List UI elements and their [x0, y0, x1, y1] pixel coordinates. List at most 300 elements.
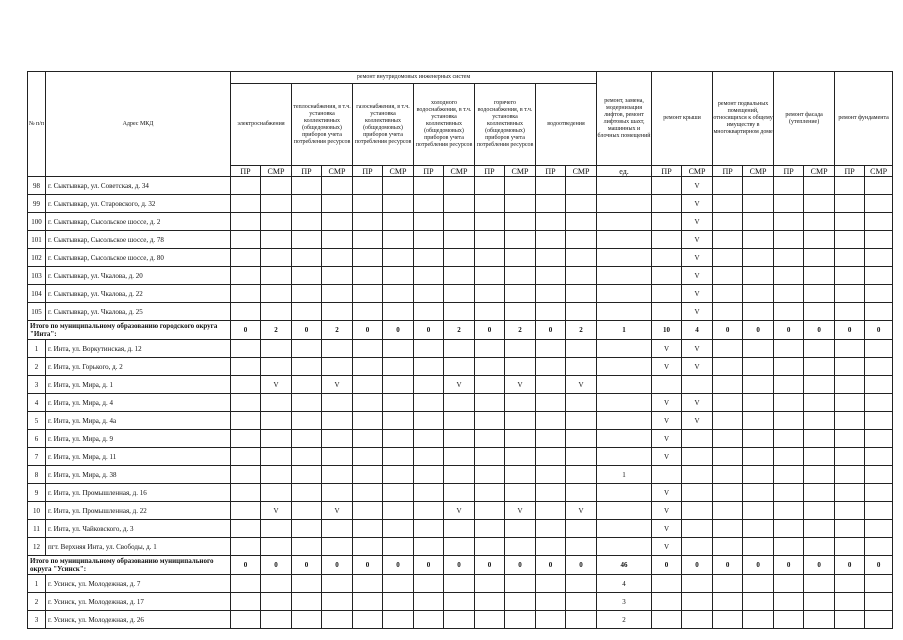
table-cell [475, 394, 505, 412]
table-cell [743, 303, 774, 321]
row-number: 1 [28, 340, 46, 358]
table-cell [292, 267, 322, 285]
table-cell [231, 177, 261, 195]
table-cell [383, 502, 414, 520]
table-cell [383, 466, 414, 484]
table-cell: V [261, 376, 292, 394]
table-cell [261, 358, 292, 376]
table-cell [865, 520, 893, 538]
table-cell [536, 213, 566, 231]
table-cell [353, 466, 383, 484]
header-hot-water: горячего водоснабжения, в т.ч. установка коллективных (общедомовых) приборов учета потребления ресурсов [475, 84, 536, 166]
table-cell [682, 448, 713, 466]
table-cell [682, 611, 713, 629]
row-address: г. Инта, ул. Промышленная, д. 22 [46, 502, 231, 520]
table-cell [414, 267, 444, 285]
total-cell: 2 [505, 321, 536, 340]
table-cell [322, 340, 353, 358]
table-cell [804, 303, 835, 321]
header-pr: ПР [536, 166, 566, 177]
table-cell [322, 358, 353, 376]
table-cell [505, 611, 536, 629]
table-cell [353, 177, 383, 195]
header-number: № п/п [28, 72, 46, 177]
table-row [28, 466, 893, 484]
table-cell [566, 520, 597, 538]
header-pr: ПР [231, 166, 261, 177]
row-number: 103 [28, 267, 46, 285]
table-cell [292, 502, 322, 520]
table-cell [444, 303, 475, 321]
table-cell [231, 575, 261, 593]
row-address: г. Инта, ул. Воркутинская, д. 12 [46, 340, 231, 358]
table-cell [536, 484, 566, 502]
table-cell [353, 520, 383, 538]
table-cell [835, 502, 865, 520]
table-cell [597, 340, 652, 358]
row-address: г. Инта, ул. Мира, д. 11 [46, 448, 231, 466]
table-cell [322, 466, 353, 484]
table-cell [475, 538, 505, 556]
table-cell [475, 412, 505, 430]
table-cell [505, 593, 536, 611]
table-cell [597, 177, 652, 195]
table-cell [231, 303, 261, 321]
header-smr: СМР [682, 166, 713, 177]
row-address: г. Инта, ул. Горького, д. 2 [46, 358, 231, 376]
row-number: 7 [28, 448, 46, 466]
table-cell [414, 430, 444, 448]
table-cell [835, 593, 865, 611]
table-cell [536, 448, 566, 466]
row-address: г. Сыктывкар, ул. Старовского, д. 32 [46, 195, 231, 213]
table-cell [475, 340, 505, 358]
table-cell [682, 520, 713, 538]
table-cell [353, 358, 383, 376]
table-cell [865, 267, 893, 285]
row-address: г. Сыктывкар, ул. Чкалова, д. 25 [46, 303, 231, 321]
total-cell: 0 [566, 556, 597, 575]
table-cell [713, 231, 743, 249]
table-cell: V [652, 394, 682, 412]
total-cell: 0 [322, 556, 353, 575]
table-cell [536, 195, 566, 213]
table-cell [536, 376, 566, 394]
table-cell [804, 430, 835, 448]
table-cell [444, 575, 475, 593]
table-cell [383, 303, 414, 321]
total-cell: 46 [597, 556, 652, 575]
row-number: 11 [28, 520, 46, 538]
table-cell [261, 213, 292, 231]
total-cell: 0 [383, 556, 414, 575]
table-cell [444, 412, 475, 430]
table-cell [743, 394, 774, 412]
table-cell: V [682, 267, 713, 285]
table-cell [774, 195, 804, 213]
table-cell [261, 303, 292, 321]
table-cell [536, 303, 566, 321]
table-cell [353, 448, 383, 466]
table-cell [475, 177, 505, 195]
header-internal-systems: ремонт внутридомовых инженерных систем [231, 72, 597, 84]
total-cell: 0 [414, 321, 444, 340]
row-address: г. Инта, ул. Мира, д. 4а [46, 412, 231, 430]
table-cell [383, 430, 414, 448]
table-cell [713, 430, 743, 448]
table-cell [597, 376, 652, 394]
table-cell [835, 611, 865, 629]
row-number: 4 [28, 394, 46, 412]
table-cell [835, 376, 865, 394]
table-cell: V [652, 448, 682, 466]
table-cell [414, 611, 444, 629]
table-cell [774, 340, 804, 358]
table-cell [804, 575, 835, 593]
table-cell [804, 376, 835, 394]
table-cell [804, 502, 835, 520]
table-cell [322, 394, 353, 412]
table-cell [713, 520, 743, 538]
total-label: Итого по муниципальному образованию муниципального округа "Усинск": [28, 556, 231, 575]
table-cell [322, 412, 353, 430]
table-cell [261, 575, 292, 593]
total-cell: 0 [804, 321, 835, 340]
total-cell: 0 [261, 556, 292, 575]
table-cell [322, 593, 353, 611]
table-row [28, 358, 893, 376]
table-cell [292, 538, 322, 556]
table-cell [865, 575, 893, 593]
table-cell [292, 448, 322, 466]
table-cell [505, 177, 536, 195]
table-cell [353, 575, 383, 593]
total-cell: 0 [774, 556, 804, 575]
table-cell [261, 412, 292, 430]
table-cell [804, 611, 835, 629]
table-cell [505, 303, 536, 321]
table-cell [231, 502, 261, 520]
table-cell [383, 376, 414, 394]
table-cell: V [652, 538, 682, 556]
row-number: 3 [28, 611, 46, 629]
table-cell: 3 [597, 593, 652, 611]
table-cell [475, 466, 505, 484]
table-cell [383, 358, 414, 376]
table-cell [865, 611, 893, 629]
table-cell [743, 593, 774, 611]
row-address: г. Инта, ул. Промышленная, д. 16 [46, 484, 231, 502]
table-cell [292, 358, 322, 376]
table-cell [835, 412, 865, 430]
table-cell [383, 412, 414, 430]
table-cell: V [566, 502, 597, 520]
table-cell [353, 303, 383, 321]
table-cell [566, 430, 597, 448]
table-cell [566, 340, 597, 358]
table-cell [774, 448, 804, 466]
total-cell: 0 [682, 556, 713, 575]
table-cell [652, 466, 682, 484]
table-cell [231, 231, 261, 249]
table-cell [713, 575, 743, 593]
table-row [28, 213, 893, 231]
table-cell: V [322, 502, 353, 520]
table-cell: 4 [597, 575, 652, 593]
table-row [28, 376, 893, 394]
table-cell [383, 285, 414, 303]
table-row [28, 520, 893, 538]
table-cell [292, 412, 322, 430]
table-cell [774, 231, 804, 249]
table-cell [292, 177, 322, 195]
table-cell [682, 538, 713, 556]
table-cell [383, 267, 414, 285]
header-pr: ПР [835, 166, 865, 177]
table-cell [566, 611, 597, 629]
table-cell [865, 303, 893, 321]
table-cell [231, 213, 261, 231]
table-cell [597, 484, 652, 502]
table-cell [566, 484, 597, 502]
table-cell [774, 267, 804, 285]
table-cell [475, 267, 505, 285]
table-cell [835, 177, 865, 195]
table-cell [292, 376, 322, 394]
total-label: Итого по муниципальному образованию городского округа "Инта": [28, 321, 231, 340]
table-cell [505, 394, 536, 412]
table-cell [261, 340, 292, 358]
table-cell [597, 285, 652, 303]
table-cell [505, 538, 536, 556]
table-cell [414, 340, 444, 358]
table-cell [713, 195, 743, 213]
table-cell [597, 267, 652, 285]
table-cell [774, 484, 804, 502]
table-cell [505, 231, 536, 249]
row-number: 105 [28, 303, 46, 321]
header-pr: ПР [652, 166, 682, 177]
table-cell [353, 502, 383, 520]
table-row [28, 593, 893, 611]
table-cell [597, 448, 652, 466]
table-cell [774, 285, 804, 303]
table-cell [444, 466, 475, 484]
table-cell: V [682, 340, 713, 358]
table-cell [804, 195, 835, 213]
table-cell [261, 484, 292, 502]
table-cell [566, 231, 597, 249]
table-cell [652, 285, 682, 303]
table-cell [713, 249, 743, 267]
table-cell [353, 430, 383, 448]
table-cell [414, 484, 444, 502]
table-cell [444, 448, 475, 466]
table-cell [743, 213, 774, 231]
table-cell [505, 213, 536, 231]
table-cell [292, 575, 322, 593]
row-number: 101 [28, 231, 46, 249]
table-cell [536, 520, 566, 538]
row-address: г. Сыктывкар, Сысольское шоссе, д. 80 [46, 249, 231, 267]
table-cell [713, 412, 743, 430]
table-cell [353, 285, 383, 303]
table-cell [865, 249, 893, 267]
table-cell [566, 213, 597, 231]
table-cell [652, 611, 682, 629]
table-cell [353, 249, 383, 267]
table-cell: V [682, 249, 713, 267]
total-cell: 0 [865, 556, 893, 575]
table-cell [322, 611, 353, 629]
table-cell [353, 611, 383, 629]
table-cell [774, 213, 804, 231]
table-cell [261, 538, 292, 556]
table-cell [261, 448, 292, 466]
table-cell [566, 195, 597, 213]
table-cell [652, 213, 682, 231]
table-cell [231, 538, 261, 556]
total-cell: 0 [292, 556, 322, 575]
table-cell: 1 [597, 466, 652, 484]
table-cell: V [444, 502, 475, 520]
table-cell [505, 448, 536, 466]
table-cell: 2 [597, 611, 652, 629]
table-cell [865, 177, 893, 195]
row-number: 12 [28, 538, 46, 556]
table-cell [444, 611, 475, 629]
table-cell [261, 466, 292, 484]
total-cell: 0 [536, 321, 566, 340]
total-cell: 0 [865, 321, 893, 340]
table-cell [414, 593, 444, 611]
header-elevator: ремонт, замена, модернизация лифтов, ремонт лифтовых шахт, машинных и блочных помещений [597, 72, 652, 166]
table-cell [292, 231, 322, 249]
table-cell [835, 303, 865, 321]
table-row [28, 412, 893, 430]
table-cell [231, 412, 261, 430]
header-smr: СМР [505, 166, 536, 177]
table-cell [475, 249, 505, 267]
table-cell: V [505, 376, 536, 394]
table-cell [804, 466, 835, 484]
table-cell [292, 611, 322, 629]
table-cell [743, 575, 774, 593]
table-cell [505, 484, 536, 502]
table-cell [383, 484, 414, 502]
header-foundation: ремонт фундамента [835, 72, 893, 166]
table-cell [414, 466, 444, 484]
row-address: г. Усинск, ул. Молодежная, д. 26 [46, 611, 231, 629]
table-cell: V [682, 231, 713, 249]
row-address: г. Сыктывкар, ул. Советская, д. 34 [46, 177, 231, 195]
table-cell: V [444, 376, 475, 394]
table-cell [322, 575, 353, 593]
row-number: 102 [28, 249, 46, 267]
table-cell [536, 267, 566, 285]
table-cell [597, 213, 652, 231]
header-pr: ПР [774, 166, 804, 177]
table-cell [774, 376, 804, 394]
table-cell [261, 394, 292, 412]
table-cell [804, 412, 835, 430]
table-cell [536, 502, 566, 520]
header-gas: газоснабжения, в т.ч. установка коллективных (общедомовых) приборов учета потребления ресурсов [353, 84, 414, 166]
table-cell [682, 502, 713, 520]
table-cell [414, 177, 444, 195]
table-cell [383, 520, 414, 538]
table-cell [505, 249, 536, 267]
table-cell [835, 231, 865, 249]
table-cell [713, 484, 743, 502]
table-cell [865, 213, 893, 231]
table-cell [682, 466, 713, 484]
table-cell [475, 285, 505, 303]
table-cell [261, 285, 292, 303]
table-cell [743, 267, 774, 285]
table-cell [231, 267, 261, 285]
repair-schedule-table [27, 71, 893, 629]
total-cell: 10 [652, 321, 682, 340]
table-cell [536, 340, 566, 358]
table-cell [835, 195, 865, 213]
table-cell [713, 538, 743, 556]
header-facade: ремонт фасада (утепление) [774, 72, 835, 166]
table-cell [713, 466, 743, 484]
table-cell [414, 213, 444, 231]
table-cell [835, 358, 865, 376]
table-cell [353, 376, 383, 394]
table-cell [682, 484, 713, 502]
table-cell [835, 430, 865, 448]
table-cell [231, 358, 261, 376]
total-cell: 2 [322, 321, 353, 340]
table-cell: V [652, 412, 682, 430]
table-cell [292, 466, 322, 484]
table-cell [652, 249, 682, 267]
table-cell [414, 394, 444, 412]
table-cell [713, 448, 743, 466]
total-cell: 0 [353, 556, 383, 575]
table-cell [414, 520, 444, 538]
table-cell [865, 430, 893, 448]
table-cell [536, 358, 566, 376]
table-cell [292, 195, 322, 213]
header-pr: ПР [292, 166, 322, 177]
table-cell [566, 358, 597, 376]
table-cell [804, 177, 835, 195]
table-cell [865, 412, 893, 430]
table-cell [652, 195, 682, 213]
table-cell [743, 538, 774, 556]
table-cell [322, 538, 353, 556]
table-cell [835, 484, 865, 502]
table-cell [566, 412, 597, 430]
table-cell [444, 195, 475, 213]
table-cell [414, 376, 444, 394]
total-cell: 2 [444, 321, 475, 340]
table-cell: V [322, 376, 353, 394]
table-cell [475, 448, 505, 466]
table-row [28, 195, 893, 213]
row-number: 98 [28, 177, 46, 195]
table-cell [804, 448, 835, 466]
table-cell [865, 538, 893, 556]
total-cell: 0 [804, 556, 835, 575]
table-cell [652, 231, 682, 249]
table-cell [743, 520, 774, 538]
table-cell [566, 267, 597, 285]
